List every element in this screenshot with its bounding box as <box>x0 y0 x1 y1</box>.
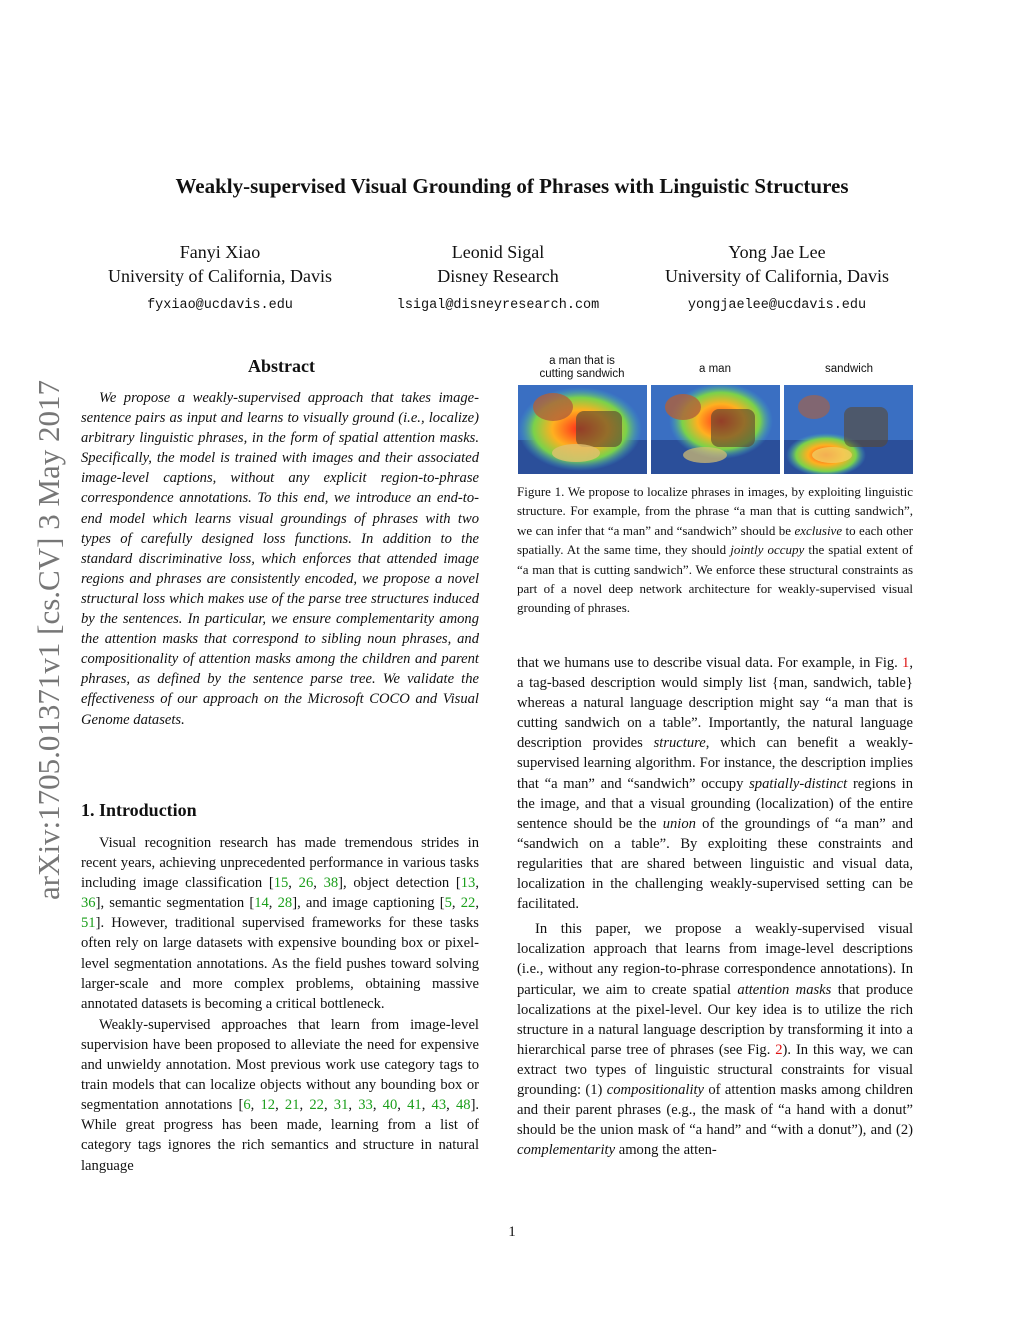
intro-paragraph: Weakly-supervised approaches that learn from image-level supervision have been proposed to alleviate the need for expensive and unwieldy annotation. Most previous work use category tags to train models that can localize objects without any bounding box or segmentation annotations [6, 12, 21, 22, 31, 33, 40, 41, 43, 48]. While great progress has been made, learning from a list of category tags ignores the rich semantics and structure in natural language <box>81 1016 480 1174</box>
figure-caption: Figure 1. We propose to localize phrases in images, by exploiting linguistic structure. For example, from the phrase “a man that is cutting sandwich”, we can infer that “a man” and “sandwich” should be exclusive to each other spatially. At the same time, they should jointly occupy the spatial extent of “a man that is cutting sandwich”. We enforce these structural constraints as part of a novel deep network architecture for weakly-supervised visual grounding of phrases. <box>517 484 913 616</box>
author-block <box>378 240 618 318</box>
intro-paragraph: In this paper, we propose a weakly-supervised visual localization approach that learns from image-level descriptions (i.e., without any region-to-phrase correspondence annotations). In particular, we aim to create spatial attention masks that produce localizations at the pixel-level. Our key idea is to utilize the rich structure in a natural language description by transforming it into a hierarchical parse tree of phrases (see Fig. 2). In this way, we can extract two types of linguistic structural constraints for visual grounding: (1) compositionality of attention masks among children and their parent phrases (e.g., the mask of “a hand with a donut” should be the union mask of “a hand” and “with a donut”), and (2) complementarity among the atten- <box>517 921 913 1159</box>
citation-link[interactable]: 43 <box>431 1097 447 1114</box>
citation-link[interactable]: 13 <box>460 875 476 892</box>
citation-link[interactable]: 21 <box>284 1097 300 1114</box>
author-email[interactable]: yongjaelee@ucdavis.edu <box>687 298 867 313</box>
author-affiliation: Disney Research <box>437 266 559 286</box>
citation-link[interactable]: 36 <box>81 895 96 912</box>
citation-link[interactable]: 38 <box>323 875 339 892</box>
author-block <box>643 240 911 318</box>
citation-link[interactable]: 22 <box>309 1097 324 1114</box>
citation-link[interactable]: 40 <box>382 1097 398 1114</box>
author-affiliation: University of California, Davis <box>108 266 332 286</box>
citation-link[interactable]: 31 <box>333 1097 349 1114</box>
abstract-text <box>81 388 479 730</box>
paper-title: Weakly-supervised Visual Grounding of Phrases with Linguistic Structures <box>175 174 849 198</box>
abstract-heading: Abstract <box>248 356 315 376</box>
author-email[interactable]: fyxiao@ucdavis.edu <box>147 298 293 313</box>
citation-link[interactable]: 6 <box>243 1097 251 1114</box>
abstract-paragraph: We propose a weakly-supervised approach that takes image-sentence pairs as input and learns to visually ground (i.e., localize) arbitrary linguistic phrases, in the form of spatial attention masks. Specifically, the model is trained with images and their associated image-level captions, without any explicit region-to-phrase correspondence annotations. To this end, we introduce an end-to-end model which learns visual groundings of phrases with two types of carefully designed loss functions. In addition to the standard discriminative loss, which enforces that attended image regions and phrases are consistently encoded, we propose a novel structural loss which makes use of the parse tree structures induced by the sentences. In particular, we ensure complementarity among the attention masks that correspond to sibling noun phrases, and compositionality of attention masks among the children and parent phrases, as defined by the sentence parse tree. We validate the effectiveness of our approach on the Microsoft COCO and Visual Genome datasets. <box>81 390 479 728</box>
figure-label: a man that is cutting sandwich <box>539 355 625 380</box>
attention-map-image <box>784 385 913 474</box>
intro-paragraph: that we humans use to describe visual data. For example, in Fig. 1, a tag-based description would simply list {man, sandwich, table} whereas a natural language description might say “a man that is cutting sandwich on a table”. Importantly, the natural language description provides structure, which can benefit a weakly-supervised learning algorithm. For instance, the description implies that “a man” and “sandwich” occupy spatially-distinct regions in the image, and that a visual grounding (localization) of the entire sentence should be the union of the groundings of “a man” and “sandwich on a table”. By exploiting these constraints and regularities that are shared between linguistic and visual data, localization in the challenging weakly-supervised setting can be facilitated. <box>517 655 914 913</box>
citation-link[interactable]: 14 <box>254 895 269 912</box>
citation-link[interactable]: 22 <box>460 895 476 912</box>
citation-link[interactable]: 51 <box>81 915 96 932</box>
author-block <box>90 240 350 318</box>
author-affiliation: University of California, Davis <box>665 266 889 286</box>
figure-label: a man <box>699 363 731 375</box>
attention-map-image <box>651 385 780 474</box>
citation-link[interactable]: 41 <box>407 1097 422 1114</box>
citation-link[interactable]: 26 <box>298 875 314 892</box>
author-name: Leonid Sigal <box>451 242 545 262</box>
author-email[interactable]: lsigal@disneyresearch.com <box>396 298 600 313</box>
figure-reference-link[interactable]: 2 <box>775 1041 783 1058</box>
page-number: 1 <box>508 1224 516 1240</box>
author-name: Yong Jae Lee <box>728 242 826 262</box>
citation-link[interactable]: 15 <box>273 875 289 892</box>
intro-left-column <box>81 833 479 1176</box>
section-heading: 1. Introduction <box>81 800 197 820</box>
citation-link[interactable]: 5 <box>444 895 452 912</box>
intro-right-column <box>517 653 913 1160</box>
attention-map-image <box>518 385 647 474</box>
intro-paragraph: Visual recognition research has made tremendous strides in recent years, achieving unprecedented performance in various tasks including image classification [15, 26, 38], object detection [13, 36], semantic segmentation [14, 28], and image captioning [5, 22, 51]. However, traditional supervised frameworks for these tasks often rely on large datasets with expensive bounding box or pixel-level segmentation annotations. As the field pushes toward solving larger-scale and more complex problems, obtaining massive annotated datasets is becoming a critical bottleneck. <box>81 835 479 1012</box>
author-name: Fanyi Xiao <box>179 242 261 262</box>
citation-link[interactable]: 12 <box>260 1097 276 1114</box>
citation-link[interactable]: 28 <box>277 895 293 912</box>
figure-label: sandwich <box>825 363 873 375</box>
figure-reference-link[interactable]: 1 <box>902 655 910 671</box>
arxiv-identifier: arXiv:1705.01371v1 [cs.CV] 3 May 2017 <box>31 379 66 901</box>
citation-link[interactable]: 48 <box>455 1097 471 1114</box>
citation-link[interactable]: 33 <box>358 1097 373 1114</box>
